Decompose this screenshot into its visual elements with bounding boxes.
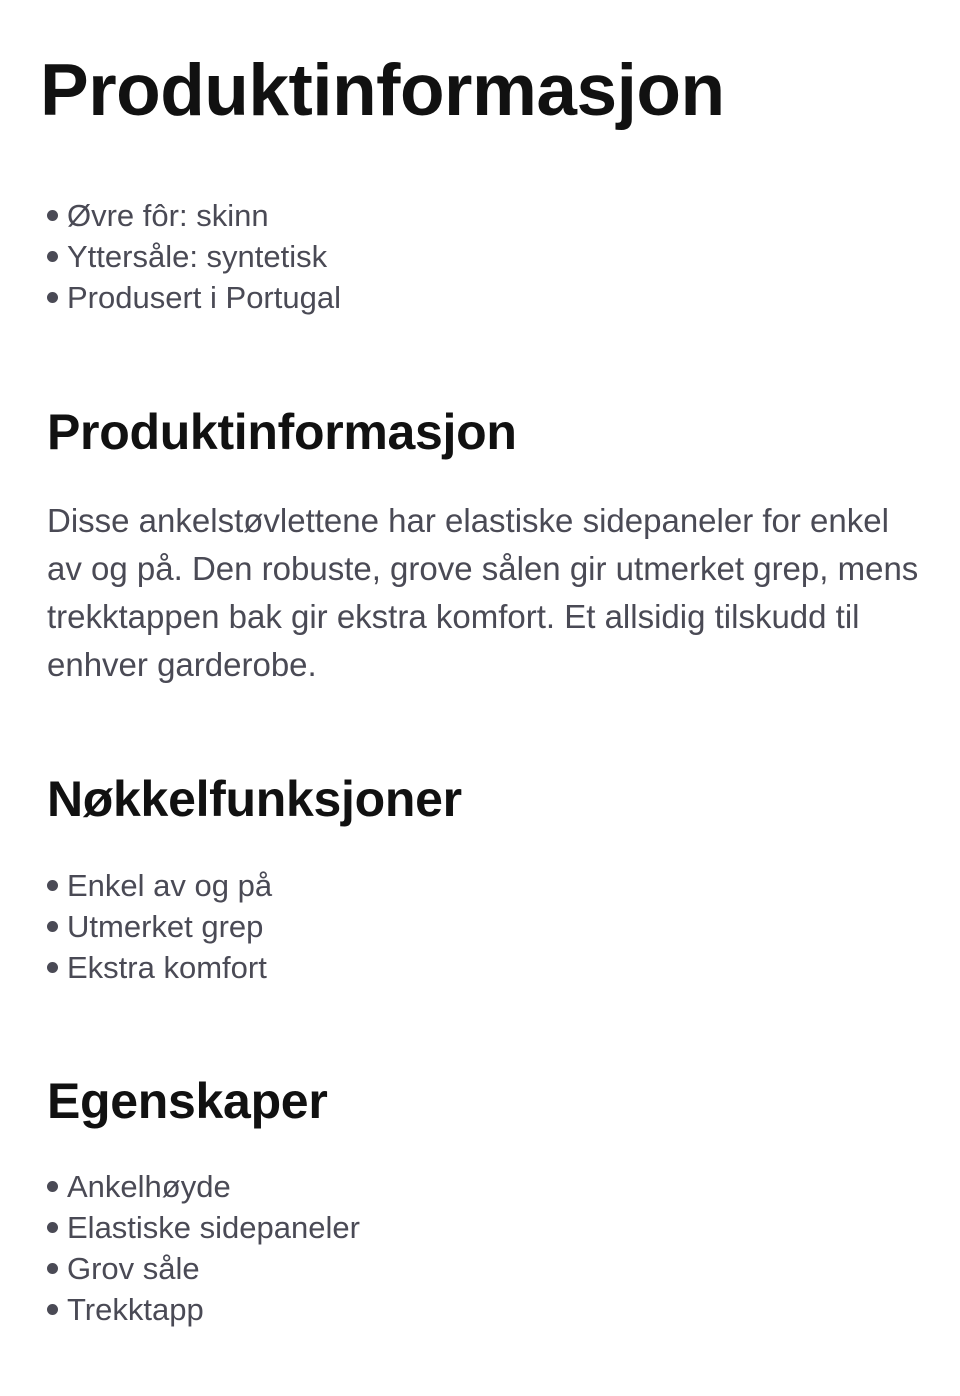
bullet-icon (47, 1181, 58, 1192)
list-item (47, 1248, 360, 1289)
list-item-text: Ekstra komfort (67, 950, 267, 985)
materials-list (47, 195, 341, 318)
bullet-icon (47, 962, 58, 973)
list-item-text: Utmerket grep (67, 909, 264, 944)
list-item (47, 865, 272, 906)
bullet-icon (47, 1304, 58, 1315)
description-text: Disse ankelstøvlettene har elastiske sidepaneler for enkel av og på. Den robuste, grove sålen gir utmerket grep, mens trekktappen bak gir ekstra komfort. Et allsidig tilskudd til enhver garderobe. (47, 502, 919, 683)
properties-heading: Egenskaper (47, 1073, 328, 1129)
bullet-icon (47, 210, 58, 221)
key-features-heading: Nøkkelfunksjoner (47, 771, 462, 827)
list-item (47, 1289, 360, 1330)
list-item-text: Trekktapp (67, 1292, 204, 1327)
list-item-text: Øvre fôr: skinn (67, 198, 269, 233)
bullet-icon (47, 1263, 58, 1274)
key-features-list (47, 865, 272, 988)
list-item-text: Elastiske sidepaneler (67, 1210, 360, 1245)
list-item (47, 947, 272, 988)
bullet-icon (47, 251, 58, 262)
bullet-icon (47, 921, 58, 932)
properties-list (47, 1166, 360, 1330)
list-item-text: Enkel av og på (67, 868, 273, 903)
page-title: Produktinformasjon (40, 50, 725, 131)
bullet-icon (47, 292, 58, 303)
list-item-text: Produsert i Portugal (67, 280, 341, 315)
list-item-text: Yttersåle: syntetisk (67, 239, 328, 274)
list-item (47, 1207, 360, 1248)
list-item (47, 906, 272, 947)
list-item-text: Grov såle (67, 1251, 200, 1286)
description-heading: Produktinformasjon (47, 404, 517, 460)
bullet-icon (47, 880, 58, 891)
list-item (47, 277, 341, 318)
bullet-icon (47, 1222, 58, 1233)
list-item (47, 1166, 360, 1207)
list-item (47, 195, 341, 236)
list-item-text: Ankelhøyde (67, 1169, 231, 1204)
list-item (47, 236, 341, 277)
